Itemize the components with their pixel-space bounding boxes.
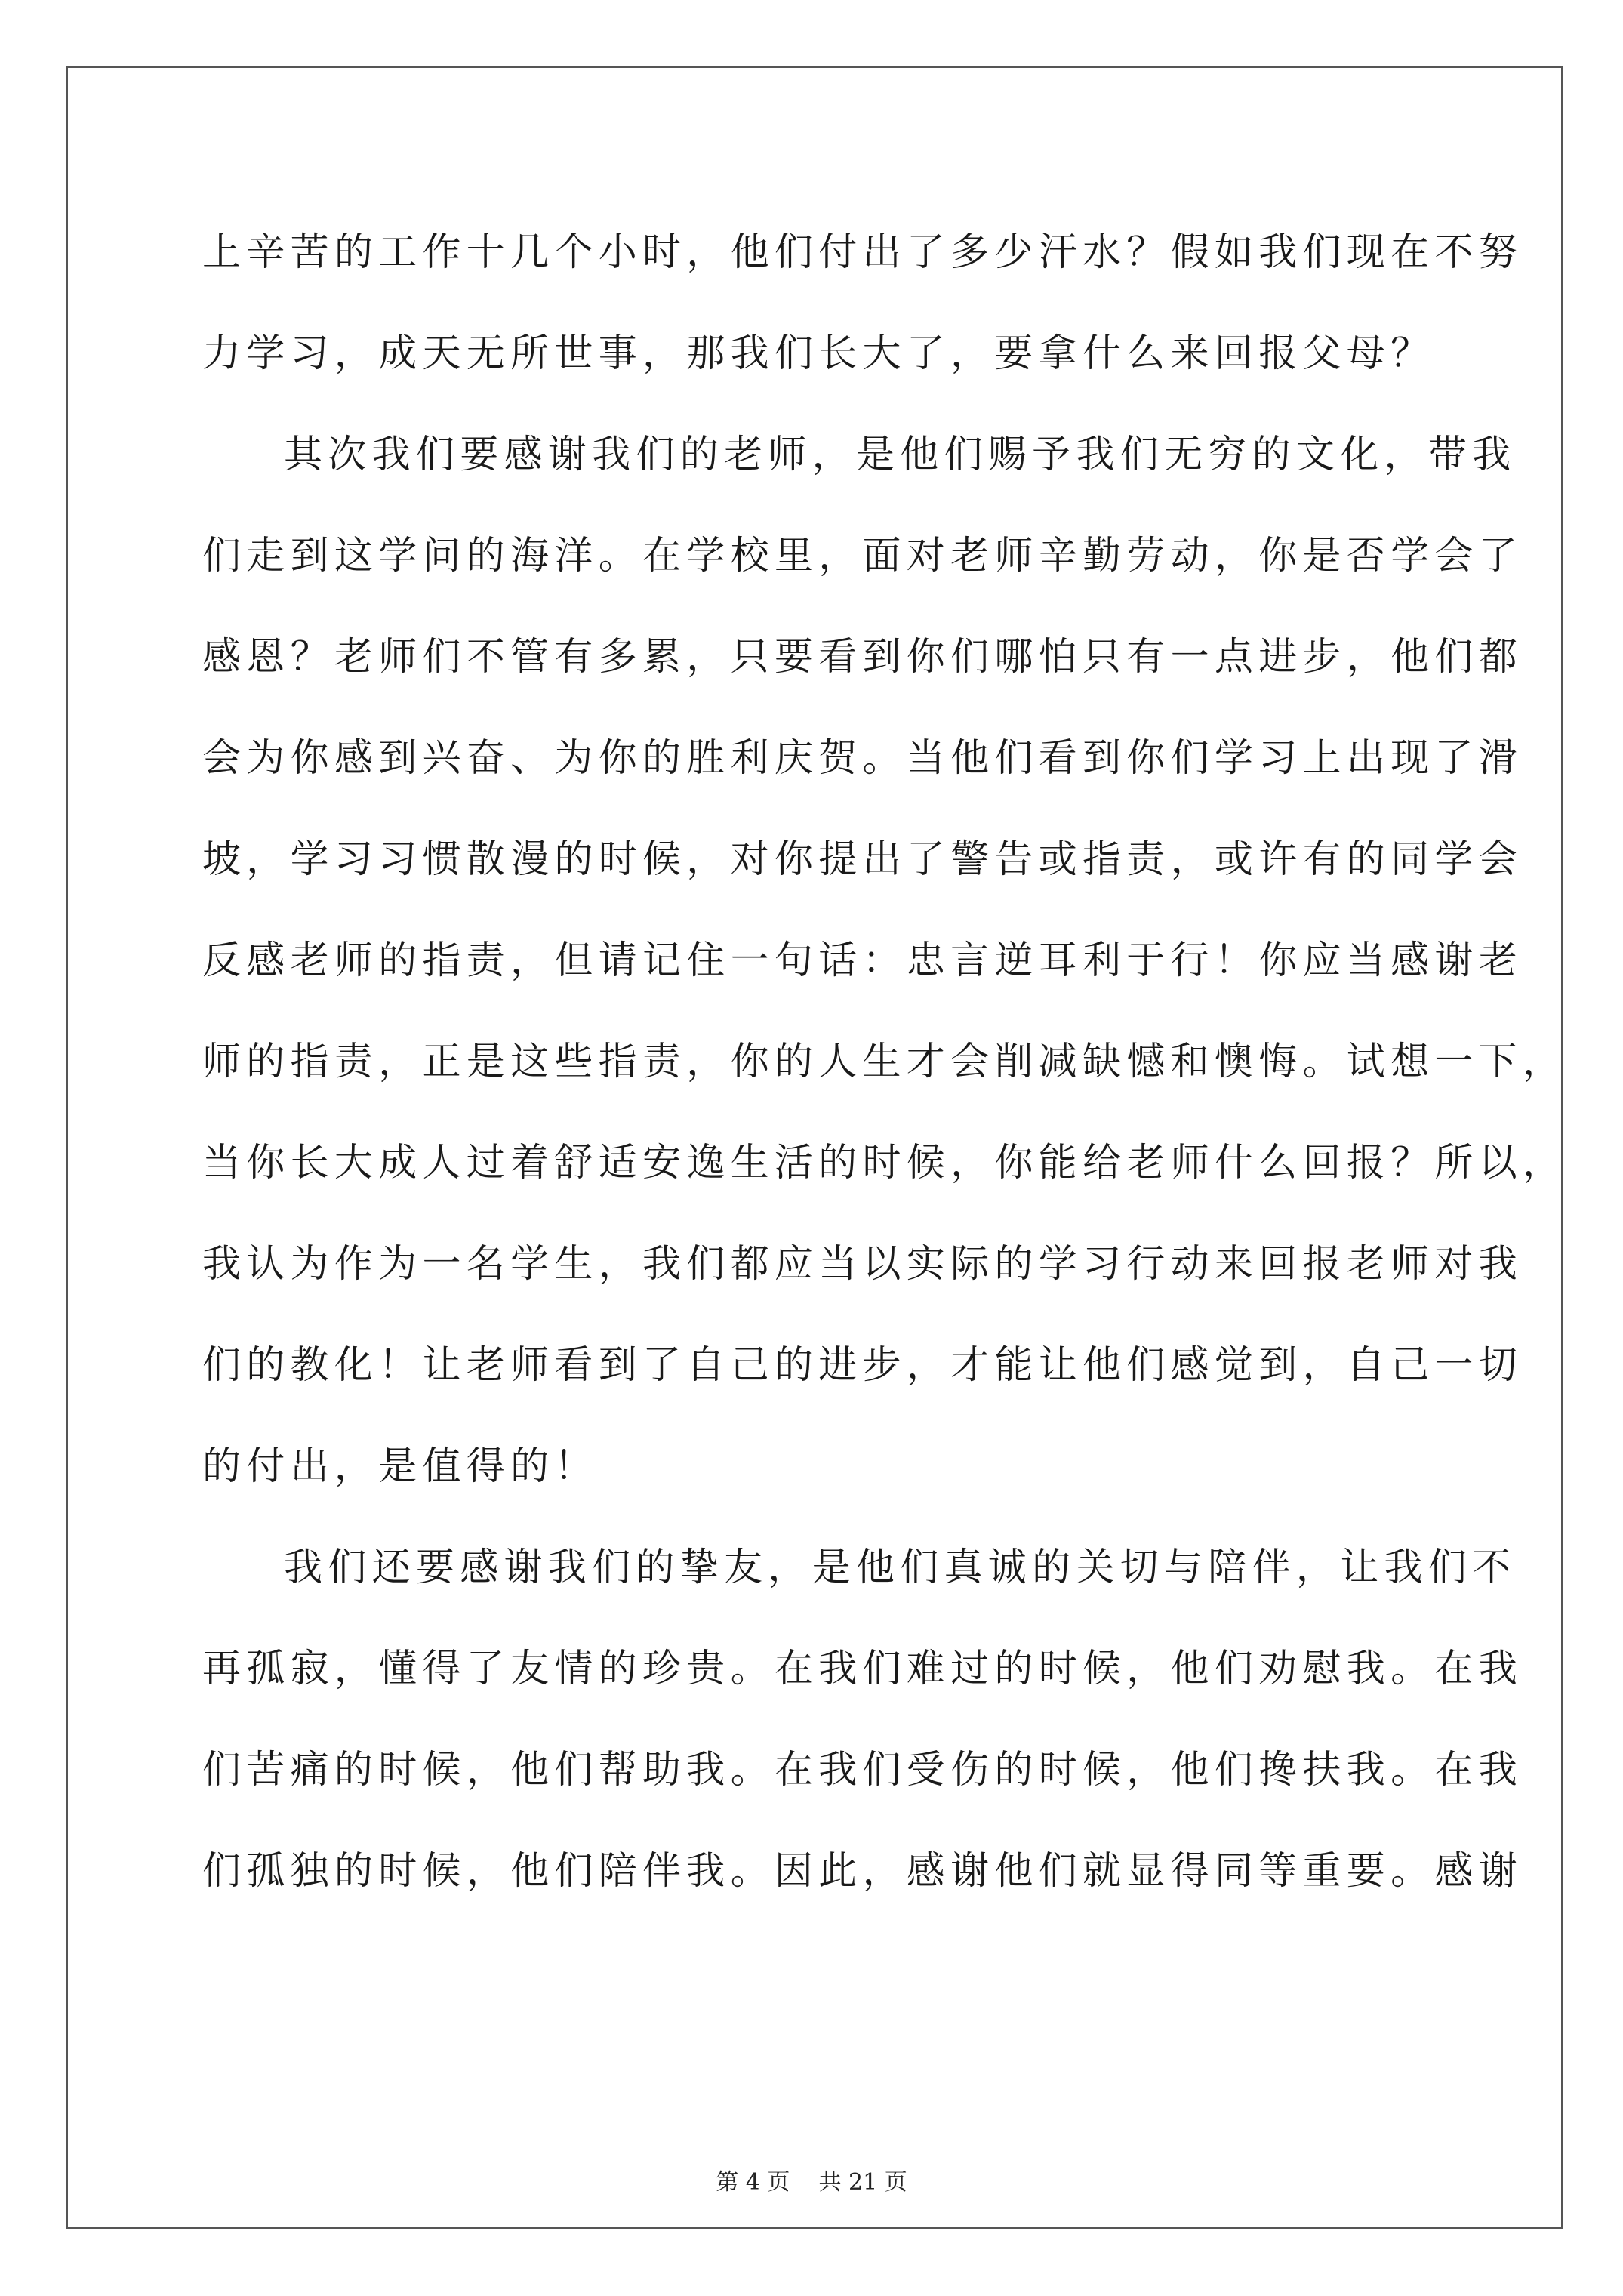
text-line: 坡，学习习惯散漫的时候，对你提出了警告或指责，或许有的同学会 — [202, 837, 1523, 882]
text-line: 们孤独的时候，他们陪伴我。因此，感谢他们就显得同等重要。感谢 — [202, 1849, 1523, 1894]
text-line: 再孤寂，懂得了友情的珍贵。在我们难过的时候，他们劝慰我。在我 — [202, 1647, 1523, 1691]
text-line: 师的指责，正是这些指责，你的人生才会削减缺憾和懊悔。试想一下， — [202, 1040, 1567, 1084]
text-line: 我认为作为一名学生，我们都应当以实际的学习行动来回报老师对我 — [202, 1242, 1523, 1287]
text-line: 的付出，是值得的！ — [202, 1444, 599, 1489]
page-number-footer: 第 4 页 共 21 页 — [716, 2169, 907, 2196]
body-text — [202, 202, 1567, 1922]
text-line: 当你长大成人过着舒适安逸生活的时候，你能给老师什么回报？所以， — [202, 1141, 1567, 1185]
text-line: 们走到这学问的海洋。在学校里，面对老师辛勤劳动，你是否学会了 — [202, 534, 1523, 578]
text-line: 上辛苦的工作十几个小时，他们付出了多少汗水？假如我们现在不努 — [202, 230, 1523, 275]
text-line: 会为你感到兴奋、为你的胜利庆贺。当他们看到你们学习上出现了滑 — [202, 736, 1523, 781]
text-line-indented: 其次我们要感谢我们的老师，是他们赐予我们无穷的文化，带我 — [284, 433, 1517, 477]
text-line: 反感老师的指责，但请记住一句话：忠言逆耳利于行！你应当感谢老 — [202, 938, 1523, 983]
text-line-indented: 我们还要感谢我们的挚友，是他们真诚的关切与陪伴，让我们不 — [284, 1546, 1517, 1590]
text-line: 力学习，成天无所世事，那我们长大了，要拿什么来回报父母？ — [202, 331, 1435, 376]
text-line: 感恩？老师们不管有多累，只要看到你们哪怕只有一点进步，他们都 — [202, 635, 1523, 680]
text-line: 们苦痛的时候，他们帮助我。在我们受伤的时候，他们搀扶我。在我 — [202, 1748, 1523, 1792]
text-line: 们的教化！让老师看到了自己的进步，才能让他们感觉到，自己一切 — [202, 1343, 1523, 1388]
